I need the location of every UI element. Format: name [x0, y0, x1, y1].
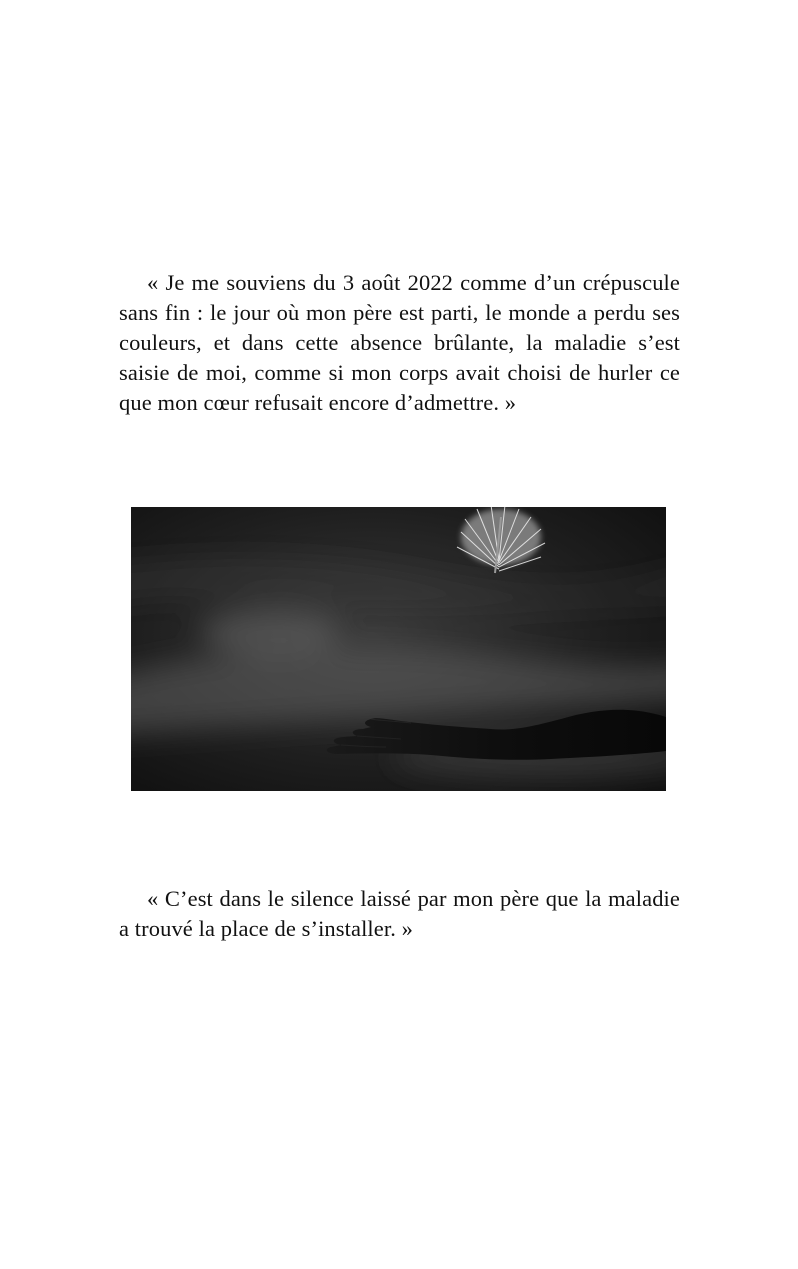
quote-paragraph-2: « C’est dans le silence laissé par mon père que la maladie a trouvé la place de s’installer. »: [119, 886, 680, 941]
feather-hand-image: [131, 507, 666, 791]
quote-paragraph-1: « Je me souviens du 3 août 2022 comme d’un crépuscule sans fin : le jour où mon père est parti, le monde a perdu ses couleurs, et dans cette absence brûlante, la maladie s’est saisie de moi, comme si mon corps avait choisi de hurler ce que mon cœur refusait encore d’admettre. »: [119, 270, 680, 415]
